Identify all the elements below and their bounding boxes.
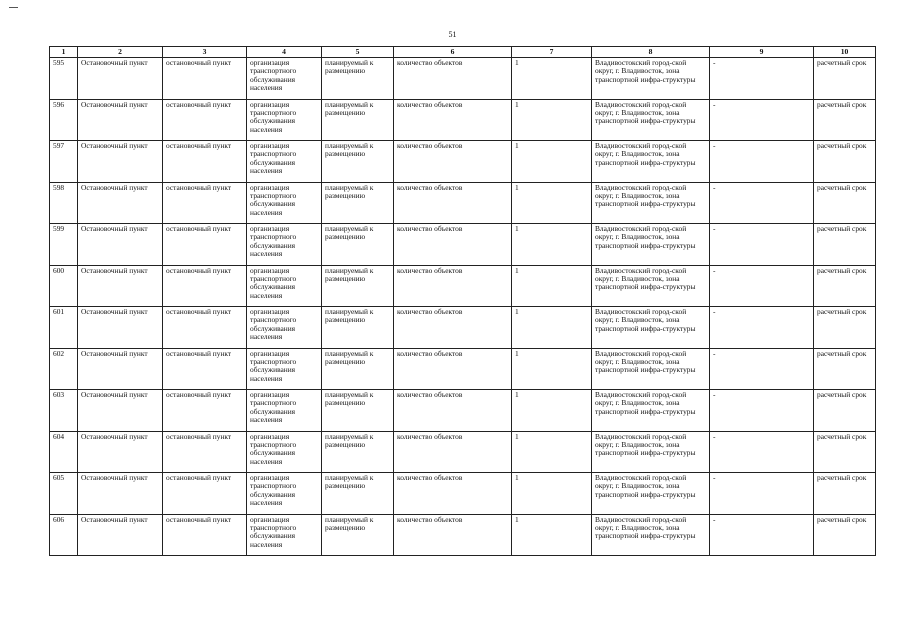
object-type: остановочный пункт (163, 265, 247, 307)
row-number: 602 (50, 348, 78, 390)
measure-unit: количество объектов (394, 307, 512, 349)
object-count: 1 (512, 265, 592, 307)
implementation-term: расчетный срок (814, 182, 876, 224)
row-number: 606 (50, 514, 78, 556)
object-status: планируемый к размещению (322, 58, 394, 100)
object-location: Владивостокский город-ской округ, г. Владивосток, зона транспортной инфра-структуры (592, 390, 710, 432)
object-name: Остановочный пункт (78, 307, 163, 349)
object-name: Остановочный пункт (78, 58, 163, 100)
object-purpose: организация транспортного обслуживания населения (247, 58, 322, 100)
row-number: 598 (50, 182, 78, 224)
object-location: Владивостокский город-ской округ, г. Владивосток, зона транспортной инфра-структуры (592, 141, 710, 183)
object-name: Остановочный пункт (78, 431, 163, 473)
object-name: Остановочный пункт (78, 390, 163, 432)
object-location: Владивостокский город-ской округ, г. Владивосток, зона транспортной инфра-структуры (592, 431, 710, 473)
object-location: Владивостокский город-ской округ, г. Владивосток, зона транспортной инфра-структуры (592, 99, 710, 141)
table-row (50, 514, 876, 556)
zone-value: - (710, 390, 814, 432)
measure-unit: количество объектов (394, 348, 512, 390)
object-status: планируемый к размещению (322, 514, 394, 556)
table-row (50, 348, 876, 390)
measure-unit: количество объектов (394, 141, 512, 183)
row-number: 603 (50, 390, 78, 432)
measure-unit: количество объектов (394, 514, 512, 556)
row-number: 600 (50, 265, 78, 307)
object-name: Остановочный пункт (78, 514, 163, 556)
object-type: остановочный пункт (163, 224, 247, 266)
row-number: 599 (50, 224, 78, 266)
object-count: 1 (512, 348, 592, 390)
zone-value: - (710, 348, 814, 390)
object-location: Владивостокский город-ской округ, г. Владивосток, зона транспортной инфра-структуры (592, 514, 710, 556)
table-row (50, 182, 876, 224)
column-header: 4 (247, 47, 322, 58)
object-status: планируемый к размещению (322, 307, 394, 349)
object-type: остановочный пункт (163, 390, 247, 432)
table-row (50, 99, 876, 141)
object-location: Владивостокский город-ской округ, г. Владивосток, зона транспортной инфра-структуры (592, 58, 710, 100)
column-header: 6 (394, 47, 512, 58)
table-row (50, 390, 876, 432)
measure-unit: количество объектов (394, 58, 512, 100)
object-count: 1 (512, 224, 592, 266)
table-row (50, 307, 876, 349)
object-name: Остановочный пункт (78, 473, 163, 515)
row-number: 597 (50, 141, 78, 183)
implementation-term: расчетный срок (814, 348, 876, 390)
row-number: 604 (50, 431, 78, 473)
object-status: планируемый к размещению (322, 473, 394, 515)
measure-unit: количество объектов (394, 390, 512, 432)
row-number: 596 (50, 99, 78, 141)
zone-value: - (710, 182, 814, 224)
object-status: планируемый к размещению (322, 348, 394, 390)
object-count: 1 (512, 58, 592, 100)
object-type: остановочный пункт (163, 182, 247, 224)
object-type: остановочный пункт (163, 473, 247, 515)
column-header: 2 (78, 47, 163, 58)
implementation-term: расчетный срок (814, 224, 876, 266)
object-count: 1 (512, 141, 592, 183)
object-status: планируемый к размещению (322, 99, 394, 141)
column-header: 1 (50, 47, 78, 58)
zone-value: - (710, 307, 814, 349)
object-location: Владивостокский город-ской округ, г. Владивосток, зона транспортной инфра-структуры (592, 182, 710, 224)
implementation-term: расчетный срок (814, 265, 876, 307)
zone-value: - (710, 473, 814, 515)
zone-value: - (710, 265, 814, 307)
object-count: 1 (512, 514, 592, 556)
object-purpose: организация транспортного обслуживания населения (247, 473, 322, 515)
page-number: 51 (448, 30, 457, 39)
zone-value: - (710, 141, 814, 183)
implementation-term: расчетный срок (814, 514, 876, 556)
column-header: 10 (814, 47, 876, 58)
zone-value: - (710, 514, 814, 556)
object-purpose: организация транспортного обслуживания населения (247, 141, 322, 183)
object-purpose: организация транспортного обслуживания населения (247, 182, 322, 224)
zone-value: - (710, 99, 814, 141)
object-status: планируемый к размещению (322, 182, 394, 224)
table-row (50, 265, 876, 307)
object-type: остановочный пункт (163, 307, 247, 349)
object-type: остановочный пункт (163, 99, 247, 141)
object-name: Остановочный пункт (78, 141, 163, 183)
table-row (50, 473, 876, 515)
measure-unit: количество объектов (394, 431, 512, 473)
object-name: Остановочный пункт (78, 224, 163, 266)
object-purpose: организация транспортного обслуживания населения (247, 265, 322, 307)
zone-value: - (710, 224, 814, 266)
row-number: 605 (50, 473, 78, 515)
object-location: Владивостокский город-ской округ, г. Владивосток, зона транспортной инфра-структуры (592, 307, 710, 349)
table-row (50, 224, 876, 266)
table-row (50, 58, 876, 100)
object-purpose: организация транспортного обслуживания населения (247, 431, 322, 473)
table-row (50, 141, 876, 183)
object-purpose: организация транспортного обслуживания населения (247, 514, 322, 556)
object-count: 1 (512, 307, 592, 349)
table-body (50, 58, 876, 556)
object-type: остановочный пункт (163, 348, 247, 390)
zone-value: - (710, 431, 814, 473)
column-header: 5 (322, 47, 394, 58)
object-type: остановочный пункт (163, 431, 247, 473)
object-count: 1 (512, 473, 592, 515)
implementation-term: расчетный срок (814, 431, 876, 473)
corner-mark (9, 7, 18, 8)
implementation-term: расчетный срок (814, 390, 876, 432)
object-name: Остановочный пункт (78, 348, 163, 390)
object-status: планируемый к размещению (322, 141, 394, 183)
object-location: Владивостокский город-ской округ, г. Владивосток, зона транспортной инфра-структуры (592, 473, 710, 515)
object-name: Остановочный пункт (78, 182, 163, 224)
object-count: 1 (512, 99, 592, 141)
object-count: 1 (512, 182, 592, 224)
implementation-term: расчетный срок (814, 99, 876, 141)
object-purpose: организация транспортного обслуживания населения (247, 348, 322, 390)
measure-unit: количество объектов (394, 182, 512, 224)
object-purpose: организация транспортного обслуживания населения (247, 307, 322, 349)
object-status: планируемый к размещению (322, 265, 394, 307)
object-status: планируемый к размещению (322, 390, 394, 432)
column-header: 3 (163, 47, 247, 58)
object-location: Владивостокский город-ской округ, г. Владивосток, зона транспортной инфра-структуры (592, 265, 710, 307)
measure-unit: количество объектов (394, 265, 512, 307)
table-header-row (50, 47, 876, 58)
column-header: 9 (710, 47, 814, 58)
zone-value: - (710, 58, 814, 100)
object-name: Остановочный пункт (78, 99, 163, 141)
object-purpose: организация транспортного обслуживания населения (247, 390, 322, 432)
row-number: 595 (50, 58, 78, 100)
object-name: Остановочный пункт (78, 265, 163, 307)
object-type: остановочный пункт (163, 58, 247, 100)
object-purpose: организация транспортного обслуживания населения (247, 224, 322, 266)
implementation-term: расчетный срок (814, 473, 876, 515)
object-status: планируемый к размещению (322, 431, 394, 473)
implementation-term: расчетный срок (814, 141, 876, 183)
row-number: 601 (50, 307, 78, 349)
measure-unit: количество объектов (394, 224, 512, 266)
measure-unit: количество объектов (394, 473, 512, 515)
table-row (50, 431, 876, 473)
object-count: 1 (512, 431, 592, 473)
column-header: 7 (512, 47, 592, 58)
measure-unit: количество объектов (394, 99, 512, 141)
object-type: остановочный пункт (163, 514, 247, 556)
implementation-term: расчетный срок (814, 58, 876, 100)
object-location: Владивостокский город-ской округ, г. Владивосток, зона транспортной инфра-структуры (592, 224, 710, 266)
objects-table (49, 46, 876, 556)
implementation-term: расчетный срок (814, 307, 876, 349)
object-status: планируемый к размещению (322, 224, 394, 266)
object-purpose: организация транспортного обслуживания населения (247, 99, 322, 141)
column-header: 8 (592, 47, 710, 58)
object-count: 1 (512, 390, 592, 432)
object-location: Владивостокский город-ской округ, г. Владивосток, зона транспортной инфра-структуры (592, 348, 710, 390)
object-type: остановочный пункт (163, 141, 247, 183)
